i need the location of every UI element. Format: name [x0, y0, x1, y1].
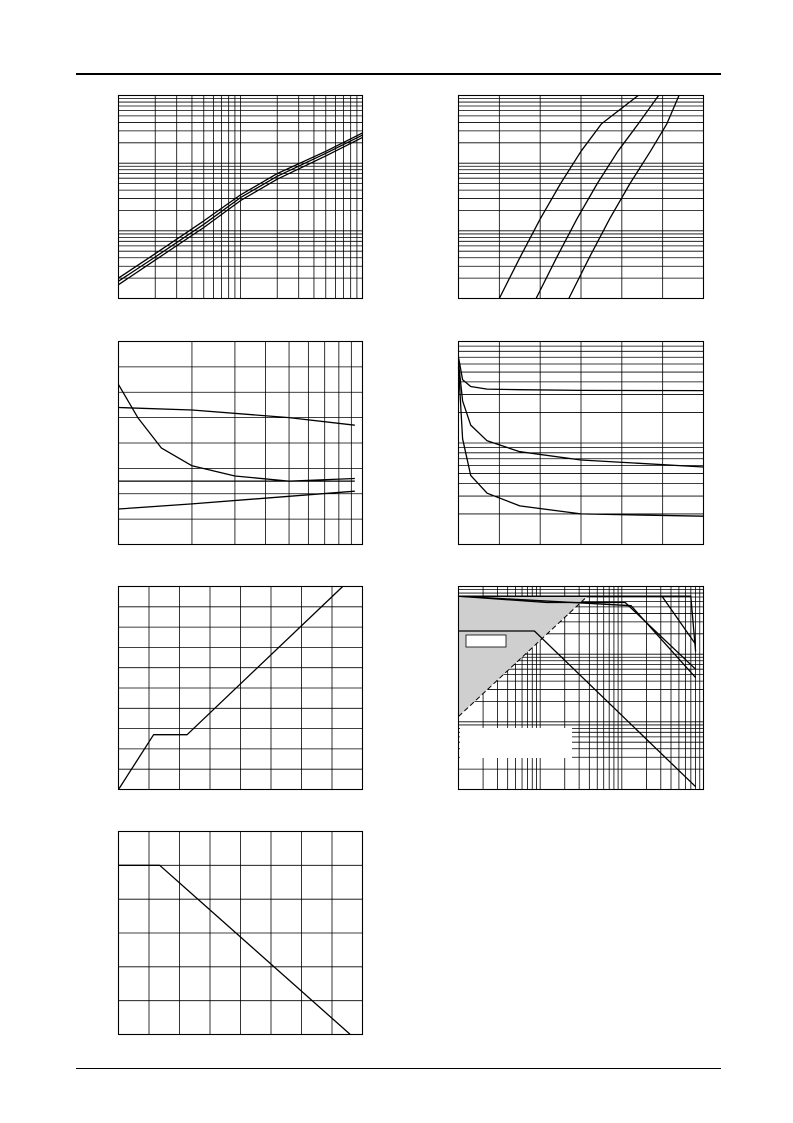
chart-3-log-linear	[118, 341, 363, 545]
gridlines	[459, 96, 704, 299]
series-1-line	[119, 408, 355, 426]
chart-5-linear	[118, 586, 363, 790]
chart-6-safe-operating-area	[458, 586, 704, 790]
gridlines	[119, 342, 363, 545]
gridlines	[119, 832, 363, 1035]
soa-label-box	[466, 635, 506, 647]
series-1-line	[119, 865, 351, 1034]
header-rule	[76, 73, 721, 75]
series-2-line	[536, 96, 659, 299]
gridlines	[119, 587, 363, 790]
chart-2-semilog-transfer	[458, 95, 704, 299]
series-1-line	[499, 96, 638, 299]
chart-4-semilog-decay	[458, 341, 704, 545]
series-2-line	[119, 385, 355, 482]
chart-7-derating	[118, 831, 363, 1035]
chart-1-log-log	[118, 95, 363, 299]
soa-legend-area	[460, 728, 572, 758]
footer-rule	[76, 1068, 721, 1069]
